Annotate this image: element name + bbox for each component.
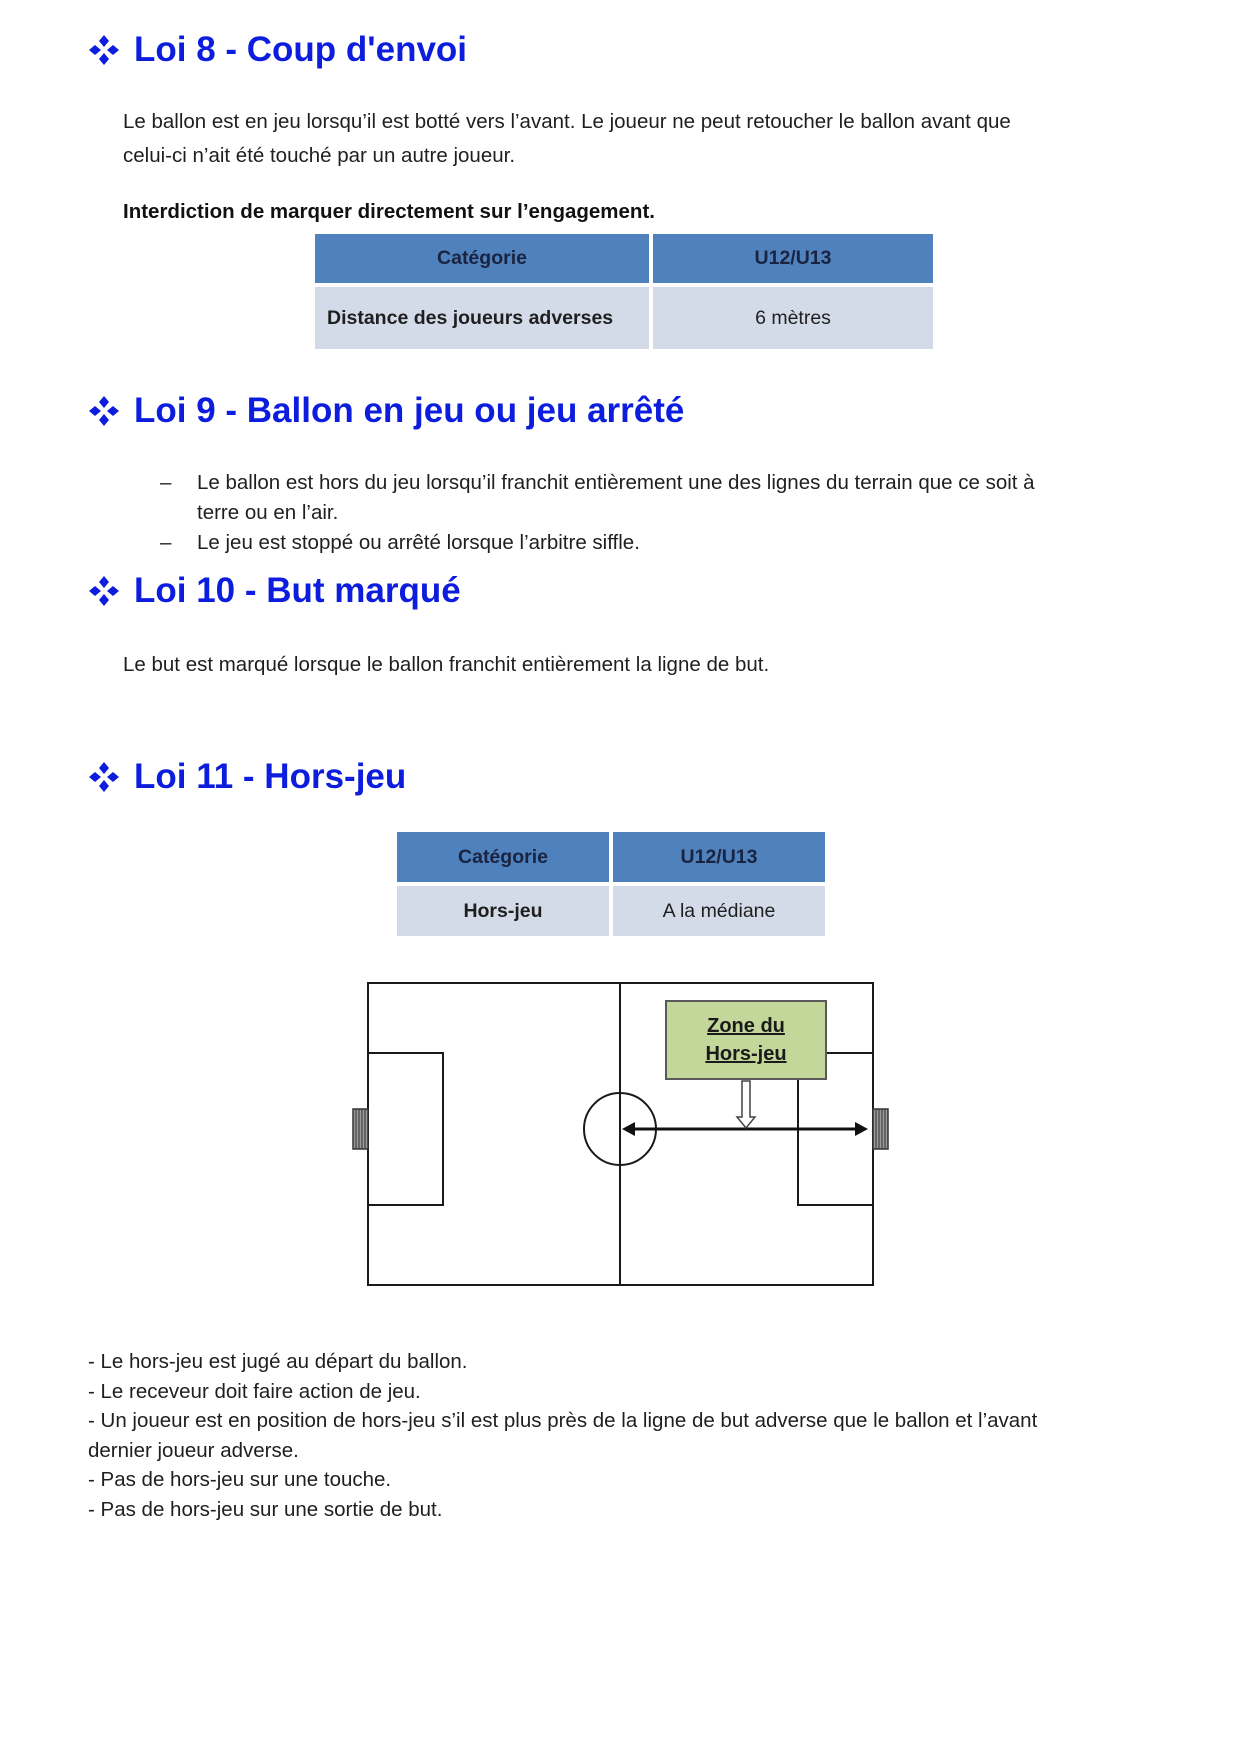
table-header-cell: Catégorie — [397, 832, 609, 882]
loi9-item1-line1: Le ballon est hors du jeu lorsqu’il franchit entièrement une des lignes du terrain que ce soit à — [197, 471, 1035, 494]
loi11-table — [393, 828, 829, 940]
loi8-paragraph-line1: Le ballon est en jeu lorsqu’il est botté vers l’avant. Le joueur ne peut retoucher le ballon avant que — [123, 110, 1011, 133]
diamond-bullet-icon — [88, 761, 120, 793]
table-cell: 6 mètres — [653, 287, 933, 349]
list-item: - Pas de hors-jeu sur une sortie de but. — [88, 1497, 443, 1521]
loi8-paragraph-line2: celui-ci n’ait été touché par un autre joueur. — [123, 144, 516, 167]
loi11-title: Loi 11 - Hors-jeu — [134, 757, 407, 796]
loi9-item1-line2: terre ou en l’air. — [197, 501, 339, 524]
loi9-list — [160, 468, 1160, 558]
list-item: - Pas de hors-jeu sur une touche. — [88, 1468, 392, 1491]
loi9-item2-line1: Le jeu est stoppé ou arrêté lorsque l’arbitre siffle. — [197, 531, 640, 554]
list-item — [160, 528, 1160, 558]
loi9-heading — [88, 391, 684, 431]
table-header-row — [315, 234, 933, 283]
diamond-bullet-icon — [88, 34, 120, 66]
loi8-table — [311, 230, 937, 353]
left-goal-icon — [353, 1109, 368, 1149]
table-cell: Distance des joueurs adverses — [315, 287, 649, 349]
list-item: - Le receveur doit faire action de jeu. — [88, 1379, 421, 1403]
loi8-title: Loi 8 - Coup d'envoi — [134, 30, 468, 69]
table-header-row — [397, 832, 825, 882]
loi9-title: Loi 9 - Ballon en jeu ou jeu arrêté — [134, 391, 685, 430]
loi10-title: Loi 10 - But marqué — [134, 571, 461, 610]
list-item — [160, 468, 1160, 528]
loi10-heading — [88, 571, 461, 611]
loi11-heading — [88, 757, 406, 797]
zone-label-line2: Hors-jeu — [705, 1043, 787, 1065]
loi8-paragraph — [123, 105, 1163, 173]
loi11-notes — [88, 1347, 1148, 1524]
list-item: - Un joueur est en position de hors-jeu s’il est plus près de la ligne de but adverse que le ballon et l’avant — [88, 1409, 1038, 1432]
list-item: - Le hors-jeu est jugé au départ du ballon. — [88, 1350, 468, 1373]
down-arrow-icon — [737, 1081, 755, 1128]
diamond-bullet-icon — [88, 395, 120, 427]
diamond-bullet-icon — [88, 575, 120, 607]
table-row — [315, 287, 933, 349]
loi8-bold-note: Interdiction de marquer directement sur l’engagement. — [123, 200, 655, 223]
table-cell: A la médiane — [613, 886, 825, 936]
zone-label-line1: Zone du — [707, 1015, 785, 1037]
loi8-heading — [88, 30, 467, 70]
table-cell: Hors-jeu — [397, 886, 609, 936]
table-header-cell: U12/U13 — [653, 234, 933, 283]
left-penalty-area — [368, 1053, 443, 1205]
list-item: dernier joueur adverse. — [88, 1438, 299, 1462]
right-goal-icon — [873, 1109, 888, 1149]
table-header-cell: U12/U13 — [613, 832, 825, 882]
table-row — [397, 886, 825, 936]
loi10-paragraph: Le but est marqué lorsque le ballon franchit entièrement la ligne de but. — [123, 653, 770, 676]
table-header-cell: Catégorie — [315, 234, 649, 283]
offside-zone-label — [665, 1000, 827, 1080]
